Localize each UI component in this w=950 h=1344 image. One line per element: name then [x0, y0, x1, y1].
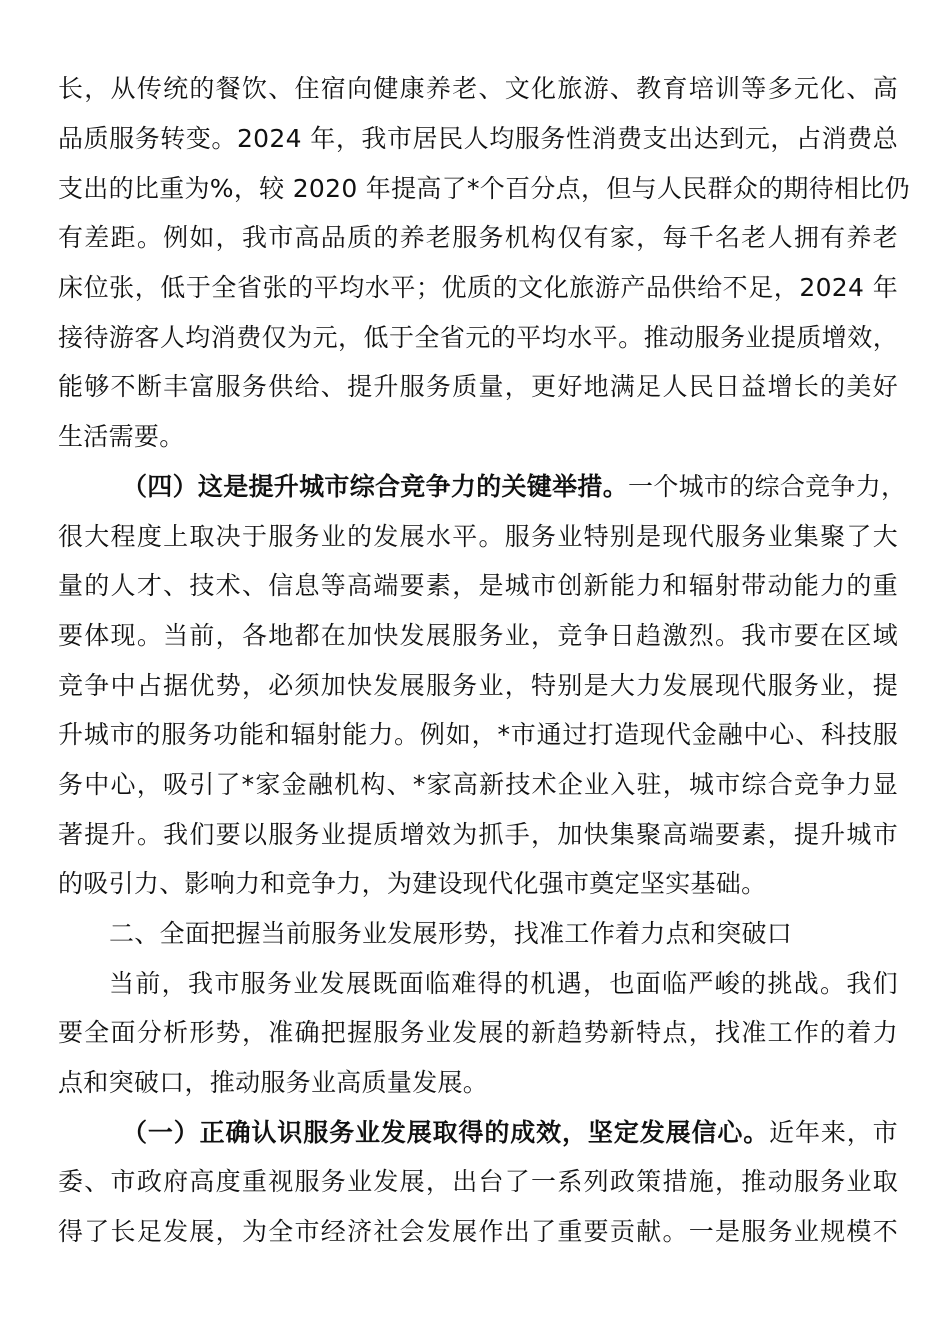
paragraph-line: 务中心，吸引了*家金融机构、*家高新技术企业入驻，城市综合竞争力显 — [58, 770, 898, 799]
paragraph-line: 著提升。我们要以服务业提质增效为抓手，加快集聚高端要素，提升城市 — [58, 820, 898, 849]
paragraph-line: 床位张，低于全省张的平均水平；优质的文化旅游产品供给不足，2024 年 — [58, 273, 898, 302]
paragraph-line: 品质服务转变。2024 年，我市居民人均服务性消费支出达到元，占消费总 — [58, 124, 898, 153]
paragraph-line: 接待游客人均消费仅为元，低于全省元的平均水平。推动服务业提质增效， — [58, 323, 898, 352]
section-heading-line — [122, 462, 907, 512]
section-heading-4: （四）这是提升城市综合竞争力的关键举措。 — [122, 472, 629, 501]
paragraph-line: 长，从传统的餐饮、住宿向健康养老、文化旅游、教育培训等多元化、高 — [58, 74, 898, 103]
paragraph-line: 当前，我市服务业发展既面临难得的机遇，也面临严峻的挑战。我们 — [109, 969, 898, 998]
paragraph-line: 委、市政府高度重视服务业发展，出台了一系列政策措施，推动服务业取 — [58, 1167, 898, 1196]
paragraph-line: 支出的比重为%，较 2020 年提高了*个百分点，但与人民群众的期待相比仍 — [58, 174, 910, 203]
section-heading-1: （一）正确认识服务业发展取得的成效，坚定发展信心。 — [122, 1118, 770, 1147]
paragraph-line: 有差距。例如，我市高品质的养老服务机构仅有家，每千名老人拥有养老 — [58, 223, 898, 252]
paragraph-line: 很大程度上取决于服务业的发展水平。服务业特别是现代服务业集聚了大 — [58, 522, 898, 551]
heading-line-tail: 近年来，市 — [769, 1118, 898, 1147]
paragraph-line: 要体现。当前，各地都在加快发展服务业，竞争日趋激烈。我市要在区域 — [58, 621, 898, 650]
paragraph-line: 点和突破口，推动服务业高质量发展。 — [58, 1068, 489, 1097]
paragraph-line: 升城市的服务功能和辐射能力。例如，*市通过打造现代金融中心、科技服 — [58, 720, 898, 749]
paragraph-line: 生活需要。 — [58, 422, 185, 451]
section-heading-line — [122, 1108, 898, 1158]
paragraph-line: 竞争中占据优势，必须加快发展服务业，特别是大力发展现代服务业，提 — [58, 671, 898, 700]
heading-line-tail: 一个城市的综合竞争力， — [628, 472, 907, 501]
paragraph-line: 得了长足发展，为全市经济社会发展作出了重要贡献。一是服务业规模不 — [58, 1217, 898, 1246]
chapter-heading-2: 二、全面把握当前服务业发展形势，找准工作着力点和突破口 — [109, 919, 793, 948]
paragraph-line: 要全面分析形势，准确把握服务业发展的新趋势新特点，找准工作的着力 — [58, 1018, 898, 1047]
paragraph-line: 的吸引力、影响力和竞争力，为建设现代化强市奠定坚实基础。 — [58, 869, 767, 898]
paragraph-line: 量的人才、技术、信息等高端要素，是城市创新能力和辐射带动能力的重 — [58, 571, 898, 600]
paragraph-line: 能够不断丰富服务供给、提升服务质量，更好地满足人民日益增长的美好 — [58, 372, 898, 401]
